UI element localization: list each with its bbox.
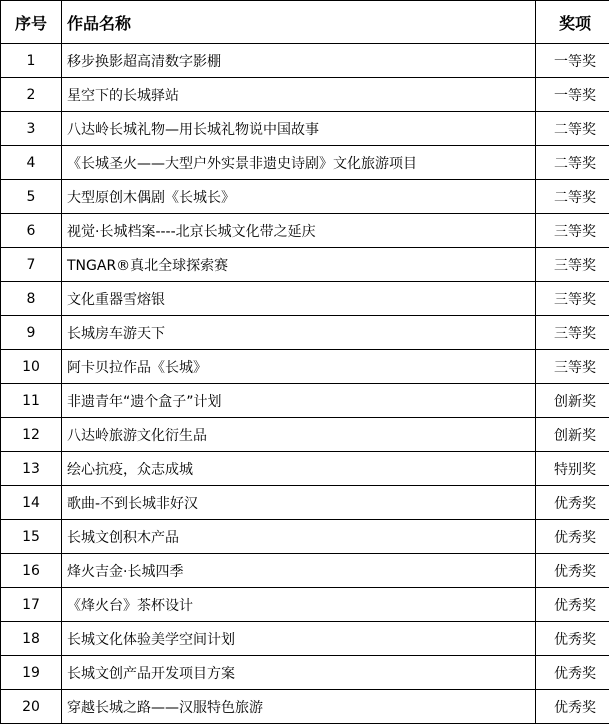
cell-no: 3 bbox=[1, 112, 62, 146]
cell-award: 特别奖 bbox=[536, 452, 609, 486]
table-row bbox=[1, 418, 609, 452]
cell-no: 20 bbox=[1, 690, 62, 724]
table-row bbox=[1, 112, 609, 146]
cell-award: 优秀奖 bbox=[536, 520, 609, 554]
cell-name: 视觉·长城档案----北京长城文化带之延庆 bbox=[62, 214, 536, 248]
cell-name: 歌曲-不到长城非好汉 bbox=[62, 486, 536, 520]
cell-no: 13 bbox=[1, 452, 62, 486]
cell-name: 绘心抗疫，众志成城 bbox=[62, 452, 536, 486]
cell-no: 10 bbox=[1, 350, 62, 384]
cell-award: 优秀奖 bbox=[536, 656, 609, 690]
table-row bbox=[1, 316, 609, 350]
cell-award: 三等奖 bbox=[536, 316, 609, 350]
cell-no: 12 bbox=[1, 418, 62, 452]
cell-award: 优秀奖 bbox=[536, 486, 609, 520]
cell-no: 2 bbox=[1, 78, 62, 112]
cell-no: 4 bbox=[1, 146, 62, 180]
cell-award: 二等奖 bbox=[536, 180, 609, 214]
cell-no: 14 bbox=[1, 486, 62, 520]
cell-no: 19 bbox=[1, 656, 62, 690]
cell-no: 1 bbox=[1, 44, 62, 78]
table-row bbox=[1, 520, 609, 554]
table-row bbox=[1, 180, 609, 214]
cell-name: 阿卡贝拉作品《长城》 bbox=[62, 350, 536, 384]
table-row bbox=[1, 350, 609, 384]
table-row bbox=[1, 452, 609, 486]
cell-award: 优秀奖 bbox=[536, 690, 609, 724]
cell-award: 三等奖 bbox=[536, 282, 609, 316]
cell-award: 三等奖 bbox=[536, 214, 609, 248]
table-row bbox=[1, 554, 609, 588]
table-row bbox=[1, 486, 609, 520]
cell-no: 15 bbox=[1, 520, 62, 554]
header-no: 序号 bbox=[1, 1, 62, 44]
header-name: 作品名称 bbox=[62, 1, 536, 44]
cell-name: 八达岭长城礼物—用长城礼物说中国故事 bbox=[62, 112, 536, 146]
cell-award: 优秀奖 bbox=[536, 622, 609, 656]
cell-award: 创新奖 bbox=[536, 384, 609, 418]
header-award: 奖项 bbox=[536, 1, 609, 44]
cell-award: 创新奖 bbox=[536, 418, 609, 452]
cell-name: 烽火吉金·长城四季 bbox=[62, 554, 536, 588]
cell-no: 16 bbox=[1, 554, 62, 588]
table-row bbox=[1, 214, 609, 248]
cell-no: 7 bbox=[1, 248, 62, 282]
cell-award: 一等奖 bbox=[536, 44, 609, 78]
header-row bbox=[1, 1, 609, 44]
cell-name: TNGAR®真北全球探索赛 bbox=[62, 248, 536, 282]
cell-no: 11 bbox=[1, 384, 62, 418]
cell-award: 优秀奖 bbox=[536, 588, 609, 622]
cell-name: 非遗青年“遗个盒子”计划 bbox=[62, 384, 536, 418]
cell-name: 长城文创积木产品 bbox=[62, 520, 536, 554]
cell-name: 长城文化体验美学空间计划 bbox=[62, 622, 536, 656]
cell-name: 《烽火台》茶杯设计 bbox=[62, 588, 536, 622]
cell-no: 17 bbox=[1, 588, 62, 622]
table-header bbox=[1, 1, 609, 44]
cell-award: 二等奖 bbox=[536, 146, 609, 180]
table-row bbox=[1, 690, 609, 724]
table-row bbox=[1, 146, 609, 180]
cell-no: 8 bbox=[1, 282, 62, 316]
cell-name: 《长城圣火——大型户外实景非遗史诗剧》文化旅游项目 bbox=[62, 146, 536, 180]
table-row bbox=[1, 622, 609, 656]
cell-name: 穿越长城之路——汉服特色旅游 bbox=[62, 690, 536, 724]
cell-name: 大型原创木偶剧《长城长》 bbox=[62, 180, 536, 214]
cell-award: 三等奖 bbox=[536, 248, 609, 282]
cell-name: 八达岭旅游文化衍生品 bbox=[62, 418, 536, 452]
table-row bbox=[1, 282, 609, 316]
table-row bbox=[1, 44, 609, 78]
cell-name: 长城文创产品开发项目方案 bbox=[62, 656, 536, 690]
cell-award: 一等奖 bbox=[536, 78, 609, 112]
cell-award: 优秀奖 bbox=[536, 554, 609, 588]
cell-name: 文化重器雪熔银 bbox=[62, 282, 536, 316]
cell-name: 星空下的长城驿站 bbox=[62, 78, 536, 112]
table-row bbox=[1, 384, 609, 418]
cell-name: 移步换影超高清数字影棚 bbox=[62, 44, 536, 78]
cell-no: 9 bbox=[1, 316, 62, 350]
cell-no: 5 bbox=[1, 180, 62, 214]
cell-no: 18 bbox=[1, 622, 62, 656]
table-row bbox=[1, 78, 609, 112]
cell-name: 长城房车游天下 bbox=[62, 316, 536, 350]
table-row bbox=[1, 248, 609, 282]
cell-no: 6 bbox=[1, 214, 62, 248]
table-body bbox=[1, 44, 609, 724]
cell-award: 二等奖 bbox=[536, 112, 609, 146]
table-row bbox=[1, 588, 609, 622]
table-row bbox=[1, 656, 609, 690]
cell-award: 三等奖 bbox=[536, 350, 609, 384]
